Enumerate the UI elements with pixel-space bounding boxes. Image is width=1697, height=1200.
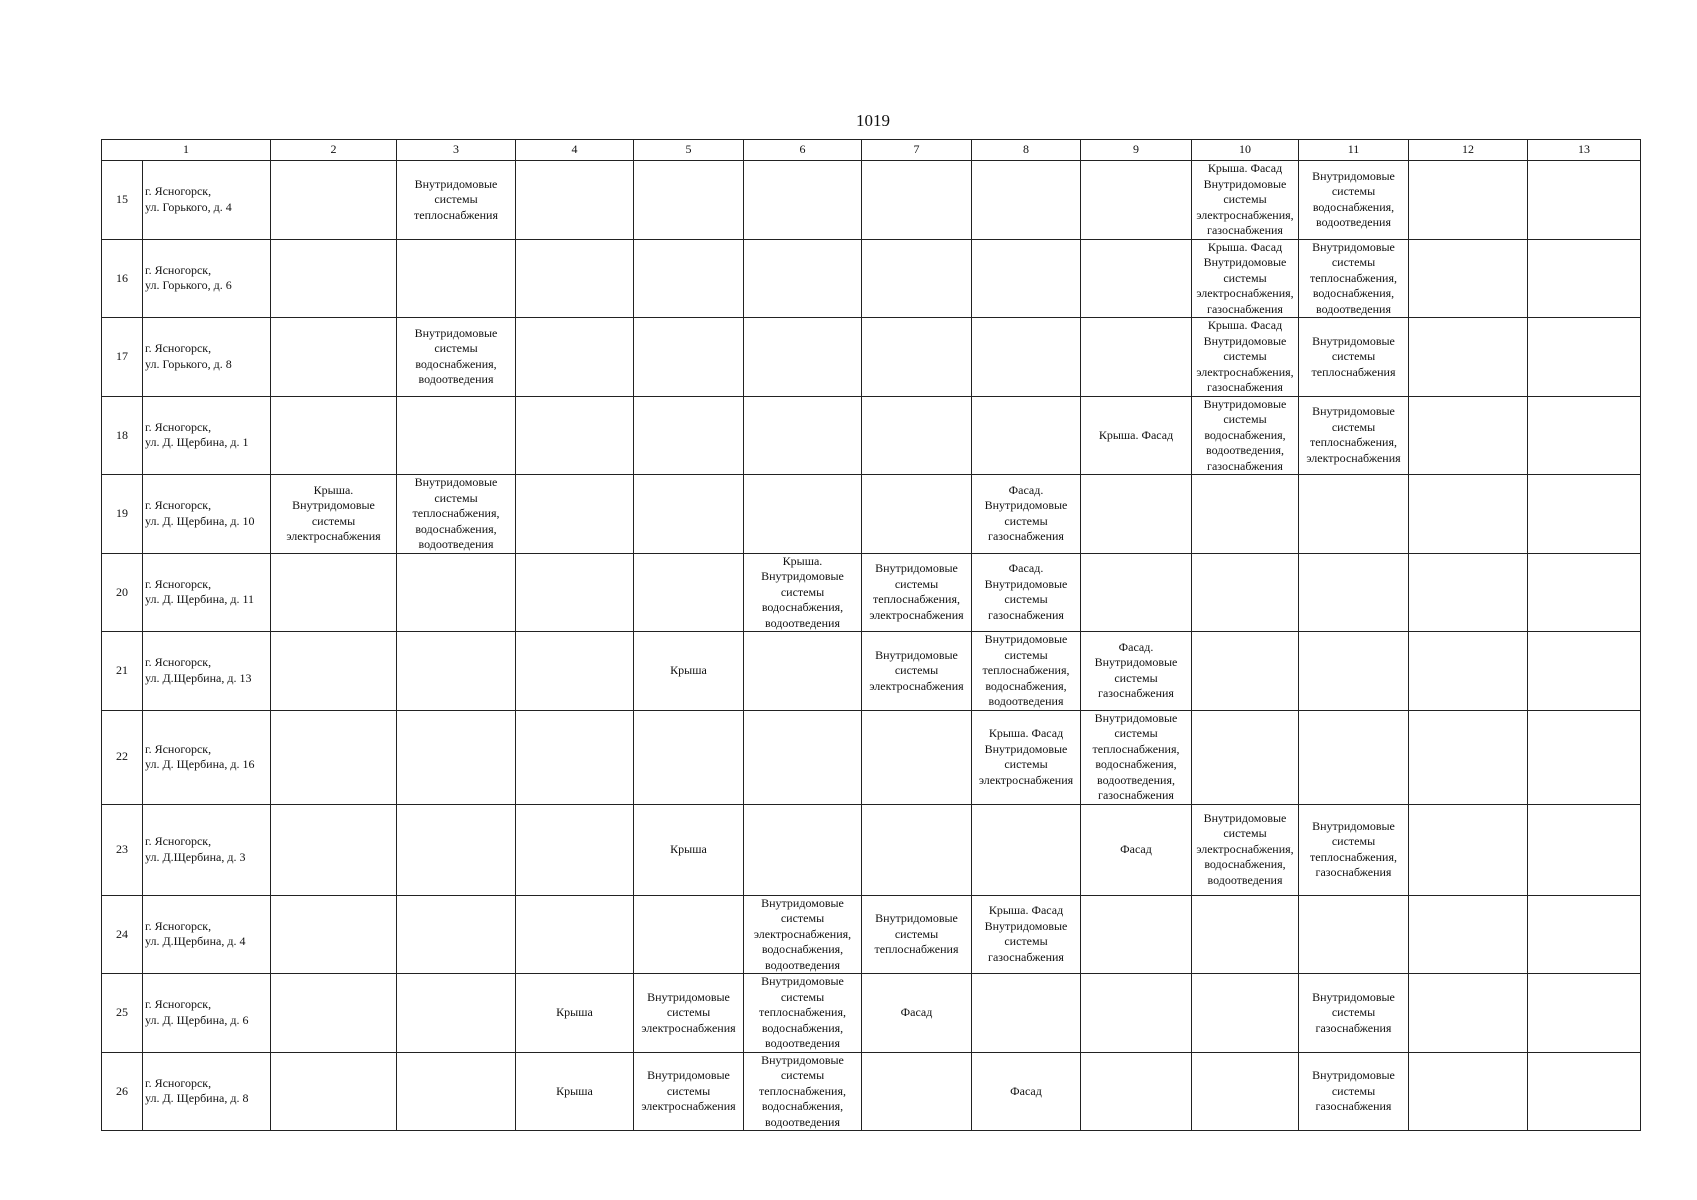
work-cell	[1299, 632, 1409, 711]
work-cell	[1528, 804, 1641, 895]
work-cell	[634, 318, 744, 397]
work-cell	[516, 318, 634, 397]
work-cell	[1409, 396, 1528, 475]
work-cell	[1081, 239, 1192, 318]
work-cell-text: Крыша. Фасад Внутридомовые системы электроснабжения, газоснабжения	[1196, 318, 1294, 394]
row-number: 16	[102, 239, 143, 318]
work-cell-text: Внутридомовые системы газоснабжения	[1312, 1068, 1395, 1113]
work-cell	[1192, 553, 1299, 632]
work-cell	[862, 318, 972, 397]
work-cell-text: Фасад. Внутридомовые системы газоснабжения	[984, 482, 1068, 544]
address-city: г. Ясногорск,	[145, 918, 212, 933]
work-cell	[1409, 632, 1528, 711]
work-cell	[1528, 396, 1641, 475]
work-cell	[1081, 974, 1192, 1053]
address-street: ул. Д. Щербина, д. 11	[145, 592, 255, 607]
work-cell	[634, 710, 744, 804]
column-header: 8	[972, 140, 1081, 161]
work-cell	[634, 553, 744, 632]
address-cell	[143, 396, 271, 475]
work-cell-text: Внутридомовые системы электроснабжения, водоснабжения, водоотведения	[753, 895, 852, 972]
work-cell	[744, 804, 862, 895]
work-cell	[862, 804, 972, 895]
address-street: ул. Горького, д. 6	[145, 278, 232, 293]
address-cell	[143, 318, 271, 397]
work-cell-text: Внутридомовые системы водоснабжения, водоотведения, газоснабжения	[1203, 396, 1287, 473]
address-cell	[143, 804, 271, 895]
work-cell-text: Крыша	[670, 841, 707, 856]
work-cell	[1409, 239, 1528, 318]
address-street: ул. Д.Щербина, д. 13	[145, 670, 252, 685]
address-city: г. Ясногорск,	[145, 419, 212, 434]
address-city: г. Ясногорск,	[145, 498, 212, 513]
column-header: 13	[1528, 140, 1641, 161]
work-cell-text: Внутридомовые системы теплоснабжения	[1311, 333, 1396, 379]
work-cell	[1409, 710, 1528, 804]
work-cell	[1192, 632, 1299, 711]
work-cell-text: Крыша	[556, 1005, 593, 1019]
work-cell	[1409, 974, 1528, 1053]
address-city: г. Ясногорск,	[145, 341, 212, 356]
work-cell	[1081, 1052, 1192, 1131]
work-cell	[397, 396, 516, 475]
work-cell	[1299, 974, 1409, 1053]
table-row	[102, 974, 1641, 1053]
address-street: ул. Д. Щербина, д. 16	[145, 757, 255, 771]
work-cell	[1409, 804, 1528, 895]
work-cell-text: Внутридомовые системы электроснабжения	[641, 989, 736, 1035]
work-cell	[271, 804, 397, 895]
work-cell	[397, 475, 516, 554]
column-header: 4	[516, 140, 634, 161]
work-cell	[1528, 710, 1641, 804]
work-cell	[862, 895, 972, 974]
work-cell	[634, 632, 744, 711]
work-cell-text: Внутридомовые системы электроснабжения, водоснабжения, водоотведения	[1196, 810, 1294, 887]
work-cell	[744, 553, 862, 632]
work-cell-text: Внутридомовые системы теплоснабжения, газоснабжения	[1310, 818, 1397, 879]
work-cell-text: Внутридомовые системы электроснабжения	[869, 647, 964, 693]
work-cell	[972, 553, 1081, 632]
work-cell	[271, 318, 397, 397]
work-cell-text: Фасад	[1120, 841, 1152, 856]
work-cell	[1299, 804, 1409, 895]
work-cell	[271, 974, 397, 1053]
work-cell	[1192, 239, 1299, 318]
work-cell	[972, 396, 1081, 475]
work-cell	[1409, 318, 1528, 397]
work-cell	[862, 239, 972, 318]
address-city: г. Ясногорск,	[145, 997, 212, 1012]
column-header: 2	[271, 140, 397, 161]
work-cell	[1409, 553, 1528, 632]
work-cell	[1409, 1052, 1528, 1131]
work-cell	[1528, 895, 1641, 974]
row-number: 20	[102, 553, 143, 632]
work-cell	[1528, 974, 1641, 1053]
work-cell	[271, 1052, 397, 1131]
work-cell	[972, 974, 1081, 1053]
work-cell	[516, 804, 634, 895]
work-cell	[972, 632, 1081, 711]
work-cell-text: Внутридомовые системы теплоснабжения, электроснабжения	[1306, 404, 1401, 465]
work-cell-text: Внутридомовые системы газоснабжения	[1312, 989, 1395, 1035]
row-number: 19	[102, 475, 143, 554]
table-row	[102, 161, 1641, 240]
work-cell	[972, 161, 1081, 240]
table-row	[102, 804, 1641, 895]
table-row	[102, 396, 1641, 475]
address-cell	[143, 553, 271, 632]
work-cell-text: Внутридомовые системы теплоснабжения, водоснабжения, водоотведения, газоснабжения	[1092, 710, 1180, 802]
work-cell	[972, 475, 1081, 554]
work-cell-text: Крыша. Фасад Внутридомовые системы электроснабжения, газоснабжения	[1196, 161, 1294, 237]
address-street: ул. Д. Щербина, д. 6	[145, 1012, 249, 1027]
work-cell-text: Крыша. Фасад Внутридомовые системы электроснабжения, газоснабжения	[1196, 239, 1294, 316]
work-cell-text: Внутридомовые системы теплоснабжения, водоснабжения, водоотведения	[759, 974, 846, 1050]
work-cell	[862, 632, 972, 711]
work-cell-text: Крыша. Фасад	[1098, 427, 1174, 442]
work-cell	[862, 974, 972, 1053]
work-cell	[1528, 318, 1641, 397]
row-number: 21	[102, 632, 143, 711]
column-header: 10	[1192, 140, 1299, 161]
work-cell	[397, 1052, 516, 1131]
work-cell	[271, 710, 397, 804]
work-cell	[634, 1052, 744, 1131]
work-cell	[1528, 632, 1641, 711]
column-header: 3	[397, 140, 516, 161]
address-city: г. Ясногорск,	[145, 741, 212, 756]
work-cell	[397, 632, 516, 711]
work-cell	[271, 396, 397, 475]
work-cell	[1299, 475, 1409, 554]
work-cell-text: Крыша. Фасад Внутридомовые системы электроснабжения	[978, 726, 1074, 787]
address-street: ул. Д.Щербина, д. 3	[145, 849, 246, 864]
column-header: 6	[744, 140, 862, 161]
work-cell	[972, 1052, 1081, 1131]
address-street: ул. Д.Щербина, д. 4	[145, 934, 246, 949]
work-cell	[1409, 475, 1528, 554]
work-cell	[1299, 895, 1409, 974]
work-cell	[1081, 632, 1192, 711]
work-cell	[1192, 974, 1299, 1053]
row-number: 22	[102, 710, 143, 804]
work-cell	[972, 804, 1081, 895]
work-cell	[972, 239, 1081, 318]
work-cell	[1081, 475, 1192, 554]
work-cell-text: Внутридомовые системы теплоснабжения, водоснабжения, водоотведения	[1310, 239, 1397, 316]
work-cell	[397, 804, 516, 895]
work-cell	[1528, 475, 1641, 554]
work-cell-text: Фасад. Внутридомовые системы газоснабжения	[1094, 639, 1178, 701]
work-cell	[862, 161, 972, 240]
address-street: ул. Горького, д. 4	[145, 199, 232, 214]
work-cell-text: Крыша. Внутридомовые системы водоснабжения, водоотведения	[761, 553, 844, 630]
table-row	[102, 1052, 1641, 1131]
work-cell	[862, 475, 972, 554]
work-cell	[1081, 553, 1192, 632]
work-cell	[516, 974, 634, 1053]
page-number: 1019	[856, 111, 890, 130]
work-cell	[1409, 161, 1528, 240]
row-number: 15	[102, 161, 143, 240]
work-cell	[1528, 553, 1641, 632]
address-city: г. Ясногорск,	[145, 1075, 212, 1090]
work-cell	[1081, 396, 1192, 475]
work-cell	[271, 475, 397, 554]
work-cell	[972, 318, 1081, 397]
work-cell	[1299, 239, 1409, 318]
work-cell	[744, 239, 862, 318]
work-cell	[634, 239, 744, 318]
work-cell	[1299, 710, 1409, 804]
work-cell	[516, 632, 634, 711]
address-street: ул. Д. Щербина, д. 10	[145, 513, 255, 528]
address-city: г. Ясногорск,	[145, 184, 212, 199]
work-cell-text: Фасад	[1010, 1083, 1042, 1098]
table-row	[102, 475, 1641, 554]
work-cell	[1299, 318, 1409, 397]
column-header: 12	[1409, 140, 1528, 161]
address-city: г. Ясногорск,	[145, 655, 212, 670]
work-cell	[1081, 318, 1192, 397]
work-cell-text: Внутридомовые системы теплоснабжения, водоснабжения, водоотведения	[982, 632, 1070, 708]
work-cell	[1081, 161, 1192, 240]
table-row	[102, 895, 1641, 974]
work-cell	[516, 895, 634, 974]
row-number: 23	[102, 804, 143, 895]
work-cell	[744, 632, 862, 711]
work-cell	[397, 974, 516, 1053]
work-cell	[1528, 161, 1641, 240]
row-number: 25	[102, 974, 143, 1053]
table-row	[102, 553, 1641, 632]
work-cell	[1299, 161, 1409, 240]
work-cell	[634, 161, 744, 240]
work-cell	[1528, 239, 1641, 318]
work-cell	[397, 710, 516, 804]
table-row	[102, 710, 1641, 804]
work-cell	[271, 239, 397, 318]
work-cell	[862, 396, 972, 475]
work-cell	[1192, 895, 1299, 974]
column-header: 1	[102, 140, 271, 161]
work-cell	[271, 161, 397, 240]
work-cell	[634, 804, 744, 895]
repair-schedule-table	[101, 139, 1641, 1131]
work-cell	[1081, 804, 1192, 895]
work-cell	[862, 710, 972, 804]
address-city: г. Ясногорск,	[145, 834, 212, 848]
work-cell	[862, 1052, 972, 1131]
work-cell-text: Внутридомовые системы теплоснабжения, водоснабжения, водоотведения	[412, 475, 500, 551]
work-cell	[397, 895, 516, 974]
work-cell	[516, 553, 634, 632]
work-cell	[744, 1052, 862, 1131]
work-cell	[1081, 895, 1192, 974]
address-cell	[143, 475, 271, 554]
work-cell	[634, 396, 744, 475]
address-cell	[143, 974, 271, 1053]
work-cell	[1192, 161, 1299, 240]
work-cell-text: Внутридомовые системы теплоснабжения, электроснабжения	[869, 561, 964, 622]
work-cell-text: Крыша	[556, 1083, 593, 1098]
work-cell	[516, 1052, 634, 1131]
work-cell	[516, 710, 634, 804]
work-cell-text: Внутридомовые системы теплоснабжения	[414, 176, 498, 222]
work-cell	[634, 974, 744, 1053]
work-cell	[397, 553, 516, 632]
work-cell	[271, 895, 397, 974]
work-cell	[1299, 1052, 1409, 1131]
address-cell	[143, 710, 271, 804]
address-cell	[143, 1052, 271, 1131]
header-row	[102, 140, 1641, 161]
work-cell-text: Внутридомовые системы электроснабжения	[641, 1068, 736, 1113]
work-cell	[1192, 1052, 1299, 1131]
work-cell	[1081, 710, 1192, 804]
work-cell	[516, 161, 634, 240]
column-header: 11	[1299, 140, 1409, 161]
work-cell	[1192, 318, 1299, 397]
work-cell-text: Внутридомовые системы теплоснабжения, водоснабжения, водоотведения	[759, 1052, 846, 1129]
work-cell	[634, 475, 744, 554]
work-cell	[271, 553, 397, 632]
table-row	[102, 318, 1641, 397]
work-cell-text: Фасад. Внутридомовые системы газоснабжения	[984, 561, 1068, 622]
work-cell-text: Крыша. Внутридомовые системы электроснабжения	[286, 482, 381, 544]
work-cell	[271, 632, 397, 711]
column-header: 7	[862, 140, 972, 161]
work-cell	[516, 239, 634, 318]
work-cell	[397, 318, 516, 397]
work-cell	[516, 396, 634, 475]
work-cell	[744, 318, 862, 397]
work-cell	[972, 895, 1081, 974]
work-cell-text: Внутридомовые системы теплоснабжения	[874, 911, 959, 956]
work-cell	[397, 239, 516, 318]
work-cell-text: Крыша	[670, 663, 707, 677]
work-cell	[744, 895, 862, 974]
work-cell	[397, 161, 516, 240]
address-city: г. Ясногорск,	[145, 262, 212, 277]
work-cell	[972, 710, 1081, 804]
work-cell	[634, 895, 744, 974]
work-cell	[1192, 710, 1299, 804]
work-cell	[1528, 1052, 1641, 1131]
address-cell	[143, 895, 271, 974]
work-cell	[1192, 804, 1299, 895]
work-cell	[744, 974, 862, 1053]
work-cell	[1192, 475, 1299, 554]
work-cell	[744, 710, 862, 804]
work-cell	[1299, 553, 1409, 632]
work-cell-text: Крыша. Фасад Внутридомовые системы газоснабжения	[984, 903, 1068, 964]
row-number: 17	[102, 318, 143, 397]
work-cell	[744, 475, 862, 554]
work-cell-text: Внутридомовые системы водоснабжения, водоотведения	[414, 325, 498, 387]
work-cell	[1192, 396, 1299, 475]
work-cell-text: Фасад	[900, 1005, 933, 1019]
work-cell	[1409, 895, 1528, 974]
work-cell	[744, 396, 862, 475]
address-street: ул. Д. Щербина, д. 8	[145, 1091, 249, 1106]
address-cell	[143, 239, 271, 318]
row-number: 18	[102, 396, 143, 475]
work-cell-text: Внутридомовые системы водоснабжения, водоотведения	[1312, 168, 1395, 230]
address-cell	[143, 632, 271, 711]
work-cell	[744, 161, 862, 240]
work-cell	[516, 475, 634, 554]
row-number: 26	[102, 1052, 143, 1131]
address-street: ул. Д. Щербина, д. 1	[145, 435, 249, 450]
work-cell	[1299, 396, 1409, 475]
table-row	[102, 632, 1641, 711]
address-street: ул. Горького, д. 8	[145, 356, 232, 371]
address-cell	[143, 161, 271, 240]
table-row	[102, 239, 1641, 318]
column-header: 5	[634, 140, 744, 161]
row-number: 24	[102, 895, 143, 974]
address-city: г. Ясногорск,	[145, 576, 212, 591]
work-cell	[862, 553, 972, 632]
column-header: 9	[1081, 140, 1192, 161]
